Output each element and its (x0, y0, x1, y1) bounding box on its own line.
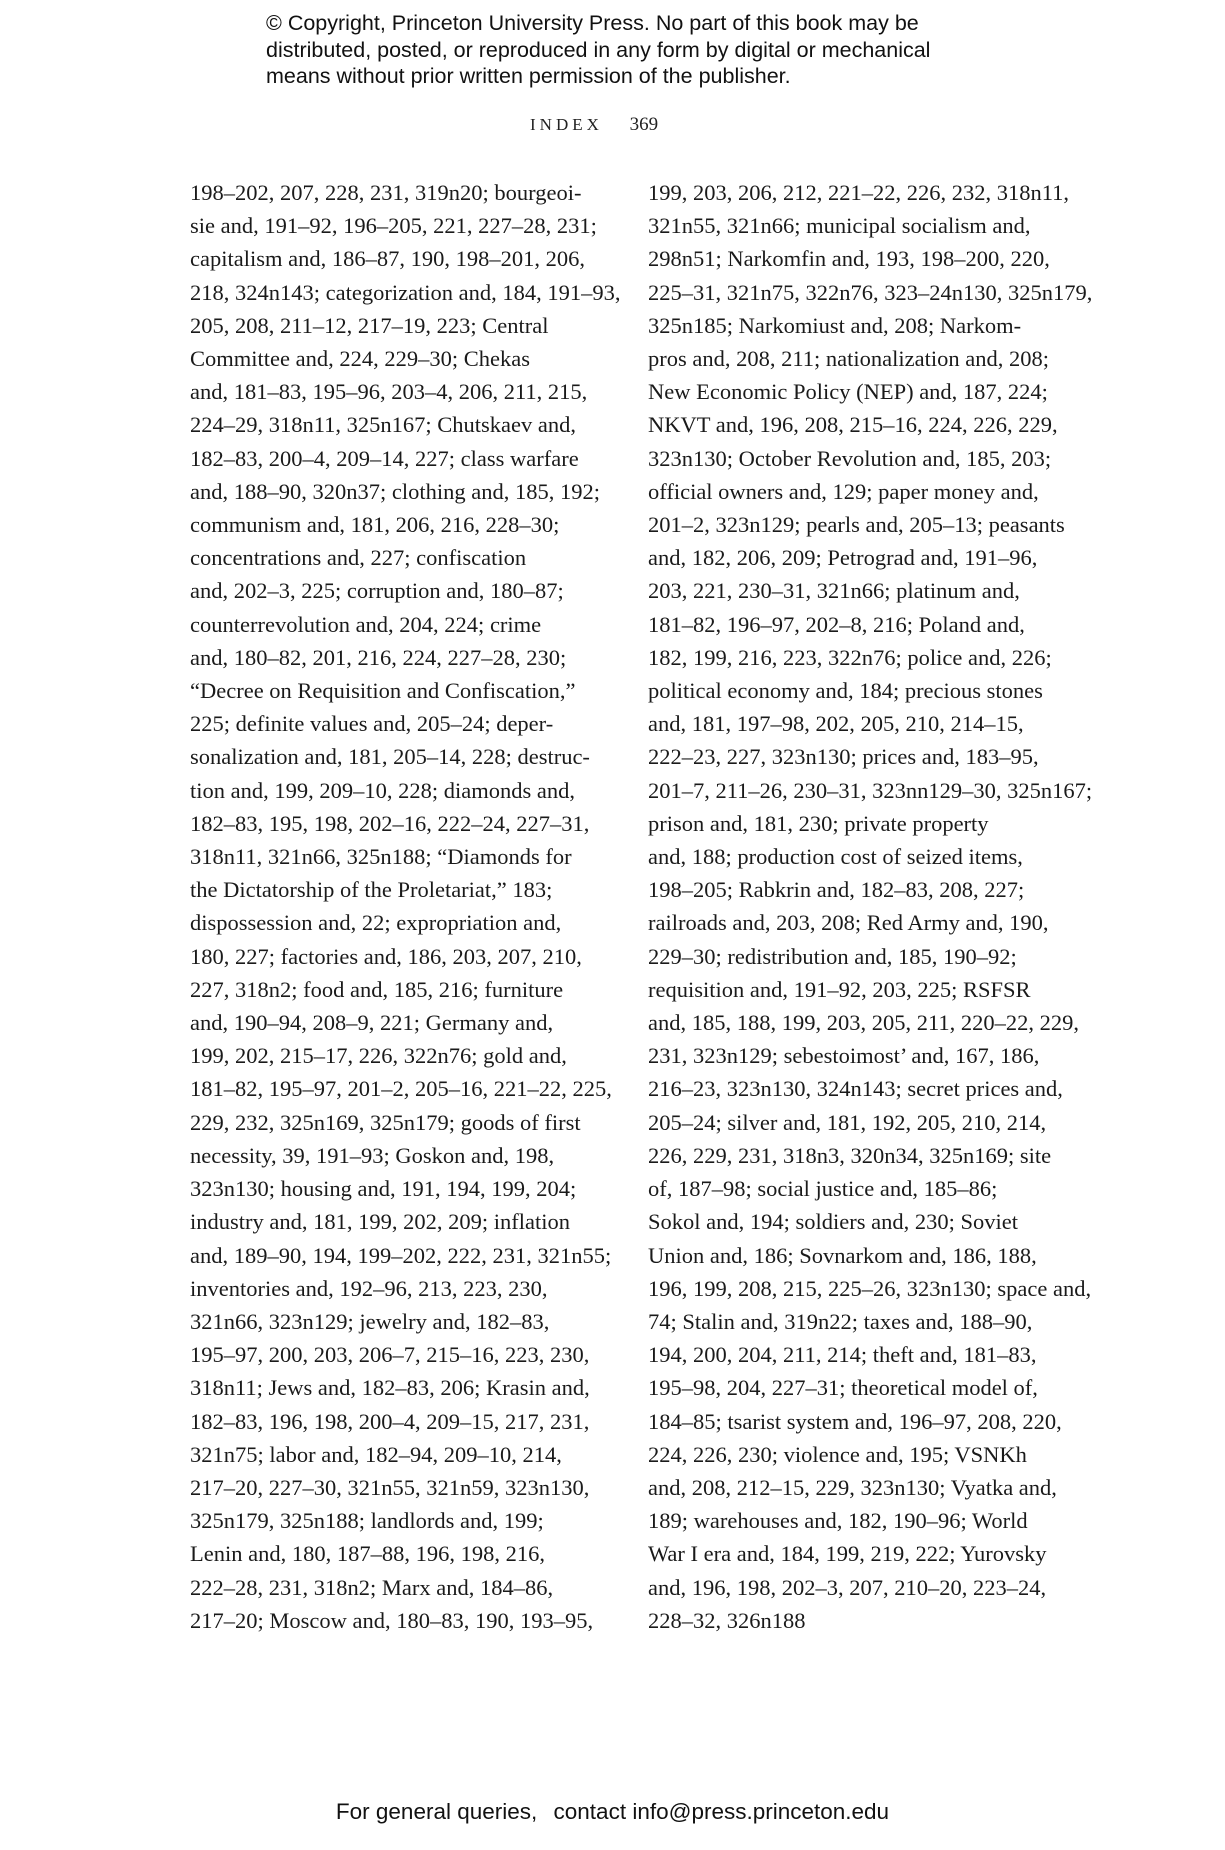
index-line: 205–24; silver and, 181, 192, 205, 210, 214, (648, 1109, 1047, 1135)
index-line: inventories and, 192–96, 213, 223, 230, (190, 1275, 548, 1301)
index-line: New Economic Policy (NEP) and, 187, 224; (648, 379, 1048, 405)
footer-contact: contact info@press.princeton.edu (553, 1799, 890, 1824)
index-line: 180, 227; factories and, 186, 203, 207, 210, (190, 943, 582, 969)
index-line: 229–30; redistribution and, 185, 190–92; (648, 943, 1017, 969)
index-line: prison and, 181, 230; private property (648, 810, 989, 836)
index-line: 225; definite values and, 205–24; deper- (190, 711, 554, 737)
index-line: 218, 324n143; categorization and, 184, 191–93, (190, 279, 621, 305)
index-line: 224, 226, 230; violence and, 195; VSNKh (648, 1441, 1027, 1467)
index-line: 182, 199, 216, 223, 322n76; police and, 226; (648, 644, 1052, 670)
index-line: and, 196, 198, 202–3, 207, 210–20, 223–24, (648, 1574, 1047, 1600)
index-line: 198–202, 207, 228, 231, 319n20; bourgeoi- (190, 180, 582, 205)
index-line: 217–20; Moscow and, 180–83, 190, 193–95, (190, 1607, 594, 1633)
index-line: 325n179, 325n188; landlords and, 199; (190, 1508, 544, 1534)
index-line: 198–205; Rabkrin and, 182–83, 208, 227; (648, 877, 1025, 903)
index-line: 228–32, 326n188 (648, 1607, 806, 1633)
index-line: and, 189–90, 194, 199–202, 222, 231, 321n55; (190, 1242, 612, 1268)
index-line: 199, 203, 206, 212, 221–22, 226, 232, 318n11, (648, 180, 1070, 205)
index-line: and, 182, 206, 209; Petrograd and, 191–96, (648, 545, 1038, 571)
footer-prefix: For general queries, (335, 1799, 538, 1824)
index-line: 181–82, 196–97, 202–8, 216; Poland and, (648, 611, 1025, 637)
index-line: 196, 199, 208, 215, 225–26, 323n130; space and, (648, 1275, 1092, 1301)
running-head (530, 114, 658, 136)
index-line: 225–31, 321n75, 322n76, 323–24n130, 325n179, (648, 279, 1093, 305)
index-line: dispossession and, 22; expropriation and, (190, 910, 562, 936)
index-line: and, 188; production cost of seized items, (648, 844, 1023, 870)
index-line: and, 180–82, 201, 216, 224, 227–28, 230; (190, 644, 567, 670)
index-line: and, 208, 212–15, 229, 323n130; Vyatka and, (648, 1474, 1057, 1500)
index-line: of, 187–98; social justice and, 185–86; (648, 1176, 998, 1202)
index-line: and, 202–3, 225; corruption and, 180–87; (190, 578, 564, 604)
index-line: capitalism and, 186–87, 190, 198–201, 206, (190, 246, 585, 272)
index-line: 194, 200, 204, 211, 214; theft and, 181–83, (648, 1342, 1037, 1368)
index-line: communism and, 181, 206, 216, 228–30; (190, 512, 560, 538)
index-column-left (190, 176, 621, 1637)
index-line: sie and, 191–92, 196–205, 221, 227–28, 231; (190, 213, 597, 239)
page-number: 369 (629, 114, 659, 135)
index-line: 321n75; labor and, 182–94, 209–10, 214, (190, 1441, 562, 1467)
index-line: Committee and, 224, 229–30; Chekas (190, 346, 530, 372)
footer (0, 1799, 1225, 1825)
index-line: official owners and, 129; paper money and, (648, 478, 1039, 504)
index-line: Lenin and, 180, 187–88, 196, 198, 216, (190, 1541, 545, 1567)
index-line: 201–2, 323n129; pearls and, 205–13; peasants (648, 512, 1065, 538)
index-line: 203, 221, 230–31, 321n66; platinum and, (648, 578, 1020, 604)
index-line: and, 181–83, 195–96, 203–4, 206, 211, 215, (190, 379, 588, 405)
index-line: requisition and, 191–92, 203, 225; RSFSR (648, 976, 1031, 1002)
index-line: the Dictatorship of the Proletariat,” 183; (190, 877, 553, 903)
index-line: Sokol and, 194; soldiers and, 230; Soviet (648, 1209, 1018, 1235)
index-line: 195–97, 200, 203, 206–7, 215–16, 223, 230, (190, 1342, 590, 1368)
index-line: 184–85; tsarist system and, 196–97, 208, 220, (648, 1408, 1062, 1434)
index-line: pros and, 208, 211; nationalization and, 208; (648, 346, 1049, 372)
index-line: 181–82, 195–97, 201–2, 205–16, 221–22, 225, (190, 1076, 612, 1102)
index-line: 318n11; Jews and, 182–83, 206; Krasin and, (190, 1375, 590, 1401)
index-line: 224–29, 318n11, 325n167; Chutskaev and, (190, 412, 577, 438)
index-line: 222–23, 227, 323n130; prices and, 183–95, (648, 744, 1039, 770)
index-line: 226, 229, 231, 318n3, 320n34, 325n169; site (648, 1142, 1052, 1168)
index-line: “Decree on Requisition and Confiscation,” (190, 678, 576, 704)
index-line: sonalization and, 181, 205–14, 228; destruc- (190, 744, 590, 770)
copyright-line: © Copyright, Princeton University Press. No part of this book may be (266, 11, 919, 35)
index-line: 217–20, 227–30, 321n55, 321n59, 323n130, (190, 1474, 590, 1500)
index-line: NKVT and, 196, 208, 215–16, 224, 226, 229, (648, 412, 1058, 438)
index-line: War I era and, 184, 199, 219, 222; Yurovsky (648, 1541, 1047, 1567)
index-line: 227, 318n2; food and, 185, 216; furniture (190, 976, 564, 1002)
index-line: 182–83, 200–4, 209–14, 227; class warfare (190, 445, 579, 471)
index-line: and, 185, 188, 199, 203, 205, 211, 220–22, 229, (648, 1010, 1080, 1036)
copyright-notice (266, 10, 986, 90)
index-line: 201–7, 211–26, 230–31, 323nn129–30, 325n167; (648, 777, 1093, 803)
index-line: 318n11, 321n66, 325n188; “Diamonds for (190, 844, 572, 870)
index-line: 74; Stalin and, 319n22; taxes and, 188–90, (648, 1308, 1033, 1334)
index-line: 323n130; October Revolution and, 185, 203; (648, 445, 1052, 471)
index-line: 231, 323n129; sebestoimost’ and, 167, 186, (648, 1043, 1040, 1069)
index-line: and, 190–94, 208–9, 221; Germany and, (190, 1010, 554, 1036)
index-line: industry and, 181, 199, 202, 209; inflation (190, 1209, 570, 1235)
index-line: 323n130; housing and, 191, 194, 199, 204; (190, 1176, 577, 1202)
index-line: 216–23, 323n130, 324n143; secret prices and, (648, 1076, 1063, 1102)
index-line: 205, 208, 211–12, 217–19, 223; Central (190, 312, 549, 338)
index-line: 182–83, 196, 198, 200–4, 209–15, 217, 231, (190, 1408, 590, 1434)
index-line: concentrations and, 227; confiscation (190, 545, 527, 571)
index-line: 195–98, 204, 227–31; theoretical model of, (648, 1375, 1038, 1401)
index-line: 199, 202, 215–17, 226, 322n76; gold and, (190, 1043, 567, 1069)
index-line: 229, 232, 325n169, 325n179; goods of first (190, 1109, 581, 1135)
index-column-right (648, 176, 1093, 1637)
index-line: 182–83, 195, 198, 202–16, 222–24, 227–31, (190, 810, 590, 836)
index-line: 325n185; Narkomiust and, 208; Narkom- (648, 312, 1022, 338)
index-line: and, 188–90, 320n37; clothing and, 185, 192; (190, 478, 600, 504)
index-line: tion and, 199, 209–10, 228; diamonds and, (190, 777, 575, 803)
index-line: 189; warehouses and, 182, 190–96; World (648, 1508, 1028, 1534)
index-line: railroads and, 203, 208; Red Army and, 190, (648, 910, 1049, 936)
running-head-label: INDEX (530, 115, 603, 134)
index-line: and, 181, 197–98, 202, 205, 210, 214–15, (648, 711, 1024, 737)
copyright-line: means without prior written permission of the publisher. (266, 64, 791, 88)
index-line: necessity, 39, 191–93; Goskon and, 198, (190, 1142, 555, 1168)
copyright-line: distributed, posted, or reproduced in any form by digital or mechanical (266, 37, 931, 62)
index-line: 298n51; Narkomfin and, 193, 198–200, 220, (648, 246, 1050, 272)
index-line: 321n66, 323n129; jewelry and, 182–83, (190, 1308, 550, 1334)
index-line: 222–28, 231, 318n2; Marx and, 184–86, (190, 1574, 554, 1600)
index-line: Union and, 186; Sovnarkom and, 186, 188, (648, 1242, 1037, 1268)
index-line: 321n55, 321n66; municipal socialism and, (648, 213, 1031, 239)
index-line: political economy and, 184; precious stones (648, 678, 1043, 704)
index-line: counterrevolution and, 204, 224; crime (190, 611, 542, 637)
